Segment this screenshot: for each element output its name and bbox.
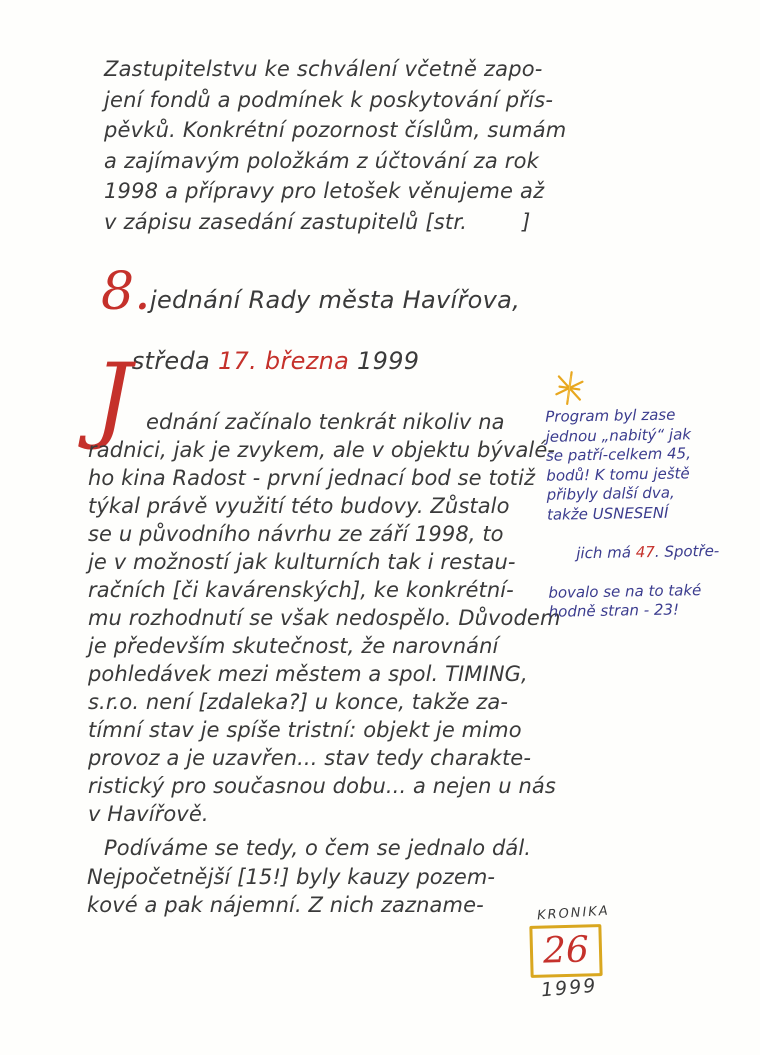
text-line: se u původního návrhu ze září 1998, to [88,522,504,546]
note-line: hodně stran - 23! [548,600,680,621]
body-paragraph [88,408,561,828]
intro-paragraph [104,54,566,237]
body-paragraph-2 [87,834,531,920]
text-line: týkal právě využití této budovy. Zůstalo [88,494,510,518]
chapter-date-year: 1999 [349,347,420,375]
chapter-date-prefix: středa [131,347,218,375]
chapter-date-highlight: 17. března [217,347,350,375]
note-line: bodů! K tomu ještě [546,463,690,485]
text-line: kové a pak nájemní. Z nich zazname- [87,893,484,917]
text-line: ednání začínalo tenkrát nikoliv na [146,410,505,434]
note-line: přibyly další dva, [546,483,675,504]
text-line: 1998 a přípravy pro letošek věnujeme až [104,179,545,203]
text-line: v Havířově. [88,802,209,826]
note-line: se patří-celkem 45, [545,444,692,465]
text-line: tímní stav je spíše tristní: objekt je mimo [88,718,522,742]
chapter-date [100,319,419,403]
note-line: Program byl zase [545,405,676,426]
text-line: s.r.o. není [zdaleka?] u konce, takže za- [88,690,509,714]
note-line-post: . Spotře- [654,541,720,561]
note-line-pre: jich má [576,542,636,562]
text-line: v zápisu zasedání zastupitelů [str. ] [104,209,531,234]
text-line: Zastupitelstvu ke schválení včetně zapo- [104,57,543,81]
note-number-highlight: 47 [635,542,655,561]
note-line: takže USNESENÍ [546,503,669,524]
margin-note [545,404,754,622]
text-line: pěvků. Konkrétní pozornost číslům, sumám [104,118,567,142]
text-line: je především skutečnost, že narovnání [88,634,499,658]
text-line: pohledávek mezi městem a spol. TIMING, [88,662,528,686]
drop-cap-initial: J [94,344,132,453]
text-line: Nejpočetnější [15!] byly kauzy pozem- [87,864,496,889]
page-number-box [529,924,602,978]
text-line: jení fondů a podmínek k poskytování přís- [104,87,554,112]
text-line: radnici, jak je zvykem, ale v objektu bývalé- [88,438,556,462]
note-line: bovalo se na to také [548,580,702,602]
text-line: ristický pro současnou dobu... a nejen u nás [88,774,556,798]
page-number: 26 [542,929,590,972]
chapter-number: 8. [101,262,151,322]
text-line: račních [či kavárenských], ke konkrétní- [88,578,514,602]
chapter-title: jednání Rady města Havířova, [150,286,521,314]
text-line: je v možností jak kulturních tak i restau- [88,550,516,574]
text-line: mu rozhodnutí se však nedospělo. Důvodem [88,606,561,630]
text-line: a zajímavým položkám z účtování za rok [104,148,540,173]
note-line-with-highlight [547,521,753,583]
text-line: provoz a je uzavřen... stav tedy charakte- [88,746,532,770]
footer-year: 1999 [540,974,599,1002]
text-line: Podíváme se tedy, o čem se jednalo dál. [104,836,532,860]
text-line: ho kina Radost - první jednací bod se totiž [88,466,536,490]
note-line: jednou „nabitý“ jak [545,424,692,446]
kronika-label: KRONIKA [536,903,611,924]
